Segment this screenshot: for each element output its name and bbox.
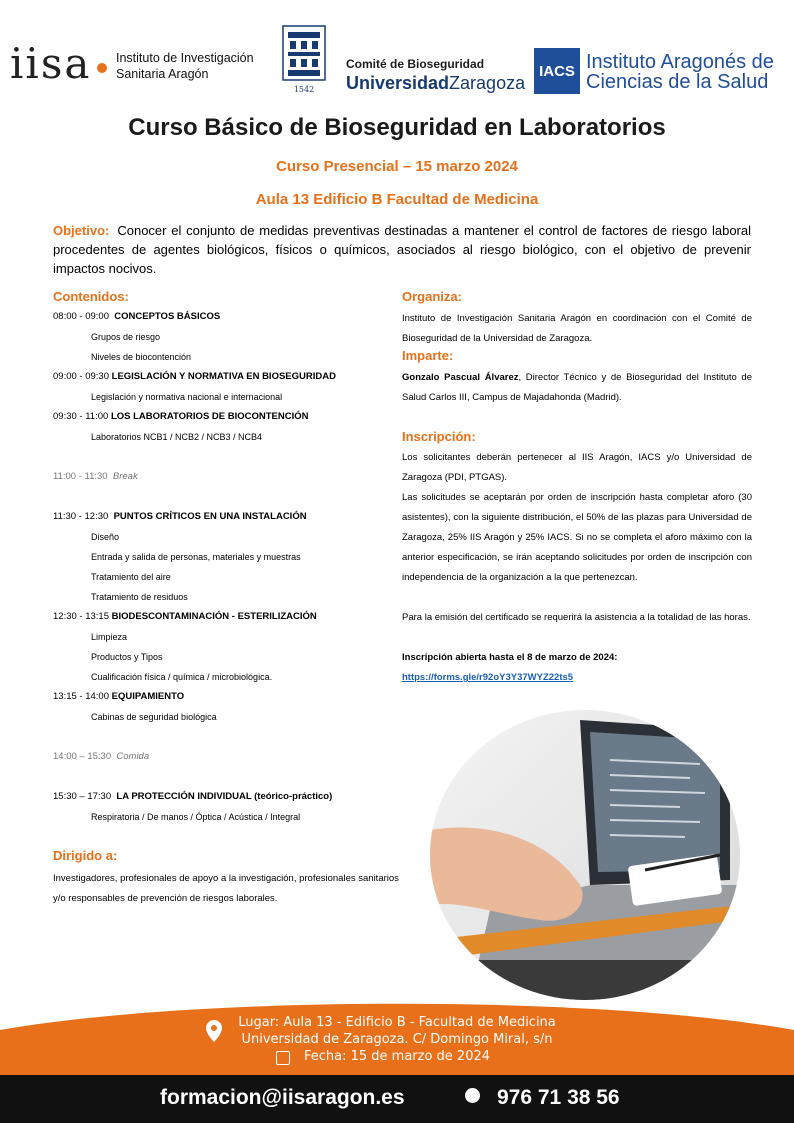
course-title: Curso Básico de Bioseguridad en Laboratorios (128, 114, 666, 141)
break-label: Break (112, 471, 138, 482)
inscripcion-link[interactable]: https://forms.gle/r92oY3Y37WYZ22ts5 (402, 672, 574, 683)
session-time: 09:00 - 09:30 (53, 371, 109, 382)
laptop-photo (430, 710, 740, 1000)
session-title: PUNTOS CRÍTICOS EN UNA INSTALACIÓN (113, 511, 307, 522)
lunch-time: 14:00 – 15:30 (53, 751, 112, 762)
iacs-logo-text (586, 52, 774, 92)
session-item: Limpieza (91, 632, 128, 642)
location-block (0, 1014, 794, 1065)
objective-paragraph (53, 221, 751, 278)
session-item: Productos y Tipos (91, 652, 163, 662)
inscripcion-p3: Para la emisión del certificado se requerirá la asistencia a la totalidad de las horas. (402, 612, 751, 623)
course-location: Aula 13 Edificio B Facultad de Medicina (255, 191, 539, 208)
iacs-logo-line2: Ciencias de la Salud (586, 71, 769, 93)
location-line1: Lugar: Aula 13 - Edificio B - Facultad de Medicina (238, 1015, 556, 1030)
session-row (53, 611, 317, 622)
session-row (53, 371, 336, 382)
inscripcion-heading: Inscripción: (402, 429, 476, 444)
session-title: LOS LABORATORIOS DE BIOCONTENCIÓN (110, 411, 309, 422)
session-title: BIODESCONTAMINACIÓN - ESTERILIZACIÓN (111, 611, 317, 622)
break-time: 11:00 - 11:30 (53, 471, 108, 482)
session-item: Entrada y salida de personas, materiales y muestras (91, 552, 301, 562)
lunch-row (53, 751, 149, 762)
imparte-text (402, 368, 752, 408)
session-row (53, 691, 184, 702)
session-item: Cualificación física / química / microbiológica. (91, 672, 273, 682)
session-time: 09:30 - 11:00 (53, 411, 109, 422)
unizar-name (346, 73, 525, 94)
session-time: 12:30 - 13:15 (53, 611, 109, 622)
contact-email[interactable]: formacion@iisaragon.es (160, 1086, 405, 1109)
objective-label: Objetivo: (53, 223, 110, 238)
session-title: CONCEPTOS BÁSICOS (114, 311, 221, 322)
unizar-logo (346, 57, 525, 94)
inscripcion-p1: Los solicitantes deberán pertenecer al IIS Aragón, IACS y/o Universidad de Zaragoza (PDI, PTGAS). (402, 452, 752, 483)
phone-icon (465, 1088, 480, 1103)
session-title: LA PROTECCIÓN INDIVIDUAL (teórico-práctico) (116, 791, 333, 802)
objective-text: Conocer el conjunto de medidas preventivas destinadas a mantener el control de factores de riesgo laboral procedentes de agentes biológicos, físicos o químicos, asociados al riesgo biológico, con el objetivo de prevenir impactos nocivos. (53, 223, 751, 276)
contact-phone[interactable]: 976 71 38 56 (497, 1086, 620, 1109)
unizar-name-bold: Universidad (346, 73, 450, 93)
session-item: Respiratoria / De manos / Óptica / Acústica / Integral (91, 812, 301, 822)
session-item: Laboratorios NCB1 / NCB2 / NCB3 / NCB4 (91, 432, 263, 442)
session-item: Diseño (91, 532, 120, 542)
session-item: Tratamiento del aire (91, 572, 171, 582)
session-title: LEGISLACIÓN Y NORMATIVA EN BIOSEGURIDAD (111, 371, 336, 382)
location-line2: Universidad de Zaragoza. C/ Domingo Miral, s/n (241, 1032, 553, 1047)
lunch-label: Comida (116, 751, 150, 762)
instructor-name: Gonzalo Pascual Álvarez (402, 372, 519, 383)
iacs-logo-box: IACS (534, 48, 580, 94)
session-row (53, 411, 309, 422)
session-row (53, 511, 307, 522)
inscripcion-p2: Las solicitudes se aceptarán por orden de inscripción hasta completar aforo (30 asistentes), con la siguiente distribución, el 50% de las plazas para Universidad de Zaragoza, 25% IIS Aragón y 25% IACS. Si no se completa el aforo máximo con la anterior especificación, se irán aceptando solicitudes por orden de inscripción con independencia de la organización a la que pertenezcan. (402, 492, 752, 583)
session-item: Grupos de riesgo (91, 332, 161, 342)
session-row (53, 311, 220, 322)
break-row (53, 471, 138, 482)
iis-logo-dot (97, 63, 107, 73)
session-time: 15:30 – 17:30 (53, 791, 112, 802)
seal-year: 1542 (293, 85, 315, 94)
unizar-name-rest: Zaragoza (449, 73, 526, 93)
dirigido-heading: Dirigido a: (53, 848, 118, 863)
inscripcion-link-row (402, 668, 752, 688)
imparte-heading: Imparte: (402, 348, 454, 363)
session-row (53, 791, 332, 802)
unizar-committee: Comité de Bioseguridad (346, 57, 485, 71)
session-title: EQUIPAMIENTO (111, 691, 185, 702)
iis-logo-line2: Sanitaria Aragón (116, 67, 209, 81)
iis-logo-text (116, 50, 254, 82)
dirigido-text: Investigadores, profesionales de apoyo a la investigación, profesionales sanitarios y/o responsables de prevención de riesgos laborales. (53, 873, 399, 904)
session-item: Niveles de biocontención (91, 352, 192, 362)
organiza-heading: Organiza: (402, 289, 462, 304)
contents-heading: Contenidos: (53, 289, 129, 304)
iacs-logo (534, 48, 784, 96)
date-line: Fecha: 15 de marzo de 2024 (303, 1049, 491, 1064)
session-time: 13:15 - 14:00 (53, 691, 109, 702)
session-item: Tratamiento de residuos (91, 592, 188, 602)
session-time: 11:30 - 12:30 (53, 511, 109, 522)
iis-aragon-logo (10, 40, 280, 90)
instructor-description: , Director Técnico y de Bioseguridad del Instituto de Salud Carlos III, Campus de Majadahonda (Madrid). (402, 372, 752, 403)
session-item: Cabinas de seguridad biológica (91, 712, 217, 722)
session-time: 08:00 - 09:00 (53, 311, 109, 322)
iis-logo-line1: Instituto de Investigación (116, 51, 254, 65)
course-format: Curso Presencial – 15 marzo 2024 (276, 158, 518, 175)
session-item: Legislación y normativa nacional e internacional (91, 392, 283, 402)
iacs-logo-line1: Instituto Aragonés de (586, 51, 774, 73)
iis-logo-mark: iisa (10, 39, 92, 88)
zaragoza-seal-logo (280, 24, 328, 96)
inscripcion-deadline: Inscripción abierta hasta el 8 de marzo de 2024: (402, 652, 618, 663)
organiza-text: Instituto de Investigación Sanitaria Aragón en coordinación con el Comité de Bioseguridad de la Universidad de Zaragoza. (402, 313, 752, 344)
